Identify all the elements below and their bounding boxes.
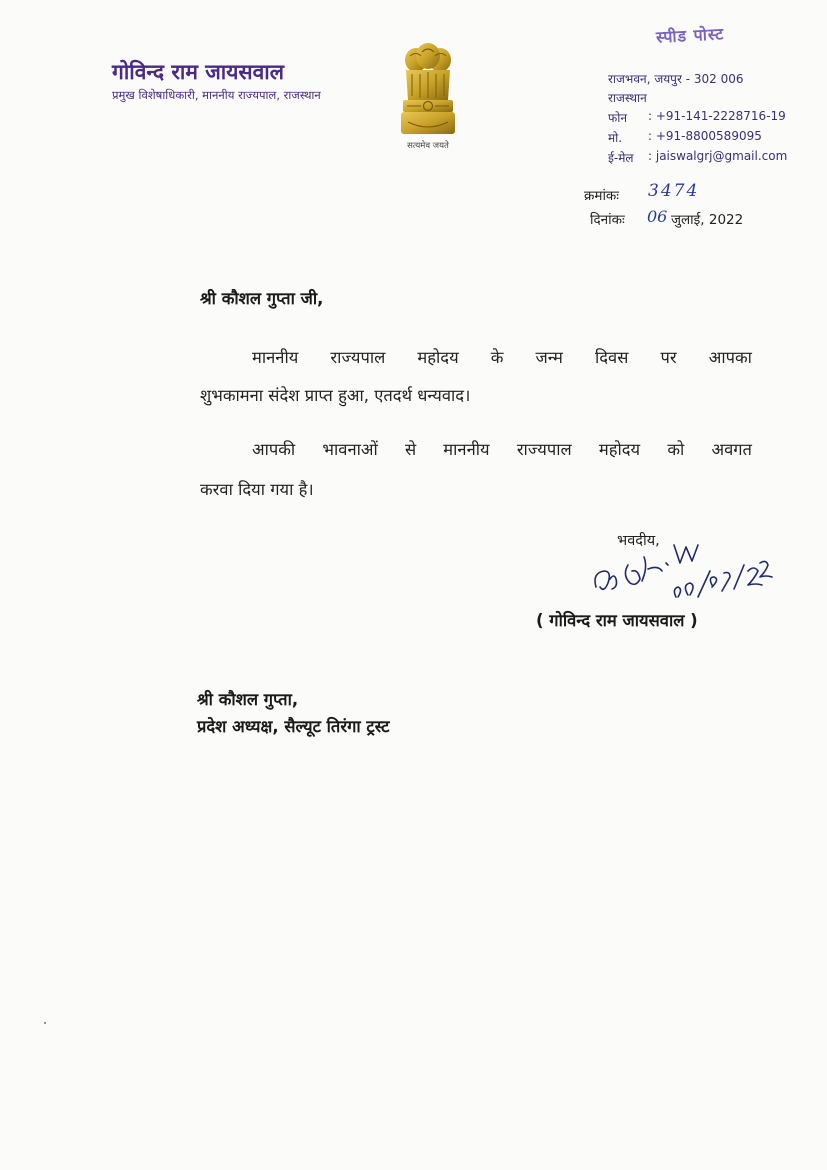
- word: भावनाओं: [322, 440, 378, 459]
- date-month-year: जुलाई, 2022: [671, 212, 744, 228]
- word: अवगत: [711, 440, 752, 459]
- word: दिवस: [595, 348, 629, 367]
- sender-name: गोविन्द राम जायसवाल: [112, 60, 284, 84]
- paragraph1-line2: शुभकामना संदेश प्राप्त हुआ, एतदर्थ धन्यवाद।: [200, 386, 471, 405]
- reference-number-handwritten: 3474: [648, 181, 700, 201]
- reference-number-label: क्रमांकः: [584, 188, 620, 204]
- handwritten-signature: [588, 535, 778, 610]
- paragraph2-line2: करवा दिया गया है।: [200, 480, 314, 499]
- word: से: [404, 440, 417, 459]
- phone-label: फोन: [608, 111, 628, 125]
- recipient-designation: प्रदेश अध्यक्ष, सैल्यूट तिरंगा ट्रस्ट: [197, 717, 390, 736]
- salutation: श्री कौशल गुप्ता जी,: [200, 289, 324, 308]
- date-label: दिनांकः: [590, 212, 625, 228]
- recipient-name: श्री कौशल गुप्ता,: [197, 690, 299, 709]
- paragraph1-line1: [200, 345, 752, 368]
- word: पर: [660, 348, 677, 367]
- address-line1: राजभवन, जयपुर - 302 006: [608, 72, 744, 86]
- word: आपकी: [252, 440, 296, 459]
- word: राज्यपाल: [330, 348, 386, 367]
- word: आपका: [708, 348, 752, 367]
- word: माननीय: [443, 440, 490, 459]
- mobile-label: मो.: [608, 131, 623, 145]
- word: राज्यपाल: [516, 440, 572, 459]
- national-emblem-icon: [398, 42, 458, 142]
- date-day-handwritten: 06: [647, 207, 668, 226]
- closing: भवदीय,: [617, 533, 660, 549]
- word: जन्म: [535, 348, 563, 367]
- word: को: [667, 440, 685, 459]
- phone-number: : +91-141-2228716-19: [648, 109, 786, 123]
- scan-speck: [44, 1022, 46, 1024]
- word: महोदय: [598, 440, 641, 459]
- sender-designation: प्रमुख विशेषाधिकारी, माननीय राज्यपाल, राजस्थान: [112, 88, 321, 102]
- mobile-number: : +91-8800589095: [648, 129, 762, 143]
- emblem-motto: सत्यमेव जयते: [407, 141, 449, 151]
- word: महोदय: [417, 348, 459, 367]
- paragraph2-line1: [200, 437, 752, 460]
- word: के: [490, 348, 504, 367]
- email-label: ई-मेल: [608, 151, 634, 165]
- email-address: : jaiswalgrj@gmail.com: [648, 149, 788, 163]
- word: माननीय: [252, 348, 299, 367]
- signatory-name: ( गोविन्द राम जायसवाल ): [536, 611, 698, 630]
- address-line2: राजस्थान: [608, 91, 647, 105]
- speed-post-stamp: स्पीड पोस्ट: [655, 24, 725, 47]
